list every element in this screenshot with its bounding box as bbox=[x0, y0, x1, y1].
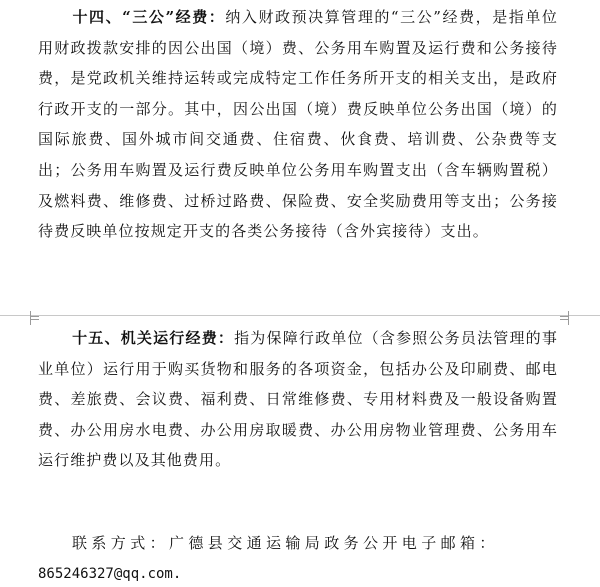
contact-label-text: 联系方式：广德县交通运输局政务公开电子邮箱： bbox=[72, 534, 499, 552]
margin-corner-mark bbox=[560, 316, 569, 325]
section-14-body: 纳入财政预决算管理的“三公”经费，是指单位用财政拨款安排的因公出国（境）费、公务用车购置及运行费和公务接待费，是党政机关维持运转或完成特定工作任务所开支的相关支出，是政府行政开支的一部分。其中，因公出国（境）费反映单位公务出国（境）的国际旅费、国外城市间交通费、住宿费、伙食费、培训费、公杂费等支出；公务用车购置及运行费反映单位公务用车购置支出（含车辆购置税）及燃料费、维修费、过桥过路费、保险费、安全奖励费用等支出；公务接待费反映单位按规定开支的各类公务接待（含外宾接待）支出。 bbox=[38, 8, 558, 241]
contact-email[interactable]: 865246327@qq.com. bbox=[38, 566, 182, 582]
section-15-heading: 十五、机关运行经费： bbox=[72, 329, 235, 347]
contact-label bbox=[38, 531, 578, 555]
section-14-heading: 十四、“三公”经费： bbox=[72, 8, 226, 26]
section-14-paragraph bbox=[38, 2, 558, 247]
page-break-line bbox=[0, 315, 600, 316]
page-break bbox=[0, 311, 600, 321]
section-15-paragraph bbox=[38, 323, 558, 476]
section-15-body: 指为保障行政单位（含参照公务员法管理的事业单位）运行用于购买货物和服务的各项资金，包括办公及印刷费、邮电费、差旅费、会议费、福利费、日常维修费、专用材料费及一般设备购置费、办公用房水电费、办公用房取暖费、办公用房物业管理费、公务用车运行维护费以及其他费用。 bbox=[38, 329, 558, 470]
